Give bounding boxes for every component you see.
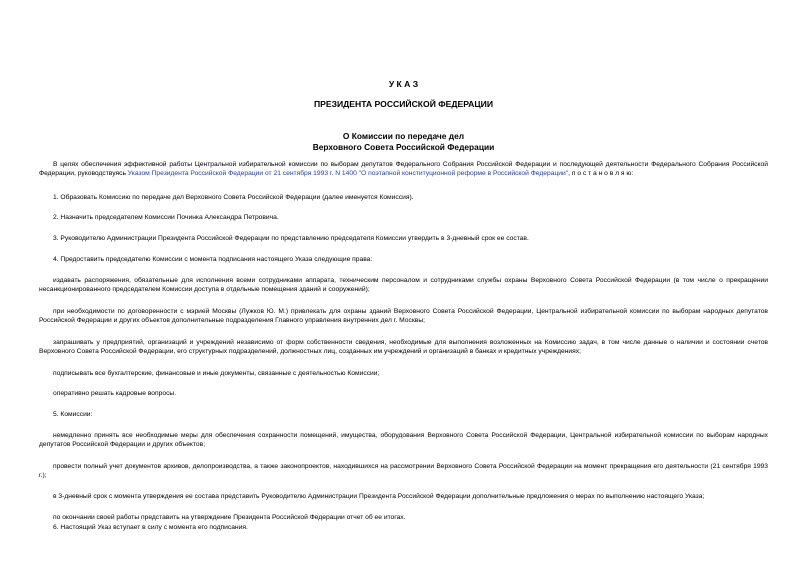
item-5-task-report: по окончании своей работы представить на утверждение Президента Российской Федерации отчет об ее итогах. — [53, 514, 406, 521]
document-subject-line1: О Комиссии по передаче дел — [342, 131, 465, 141]
item-4-right-signing: подписывать все бухгалтерские, финансовые и иные документы, связанные с деятельностью Комиссии; — [53, 370, 380, 377]
document-type-title: У К А З — [388, 79, 419, 89]
decree-1400-link[interactable]: Указом Президента Российской Федерации от 21 сентября 1993 г. N 1400 "О поэтапной конституционной реформе в Российской Федерации" — [127, 170, 569, 178]
document-issuer: ПРЕЗИДЕНТА РОССИЙСКОЙ ФЕДЕРАЦИИ — [313, 99, 494, 109]
item-4-right-personnel: оперативно решать кадровые вопросы. — [53, 390, 177, 397]
preamble-paragraph — [39, 160, 768, 178]
item-6: 6. Настоящий Указ вступает в силу с момента его подписания. — [53, 524, 248, 531]
item-3: 3. Руководителю Администрации Президента Российской Федерации по представлению председателя Комиссии утвердить в 3-дневный срок ее состав. — [53, 235, 529, 242]
item-5-task-proposals: в 3-дневный срок с момента утверждения ее состава представить Руководителю Администрации Президента Российской Федерации дополнительные предложения о мерах по выполнению настоящего Указа; — [53, 493, 705, 500]
item-1: 1. Образовать Комиссию по передаче дел Верховного Совета Российской Федерации (далее именуется Комиссия). — [53, 194, 414, 201]
item-5-task-archives: провести полный учет документов архивов, делопроизводства, а также законопроектов, находившихся на рассмотрении Верховного Совета Российской Федерации на момент прекращения его деятельности (21 сентября 1993 г.); — [39, 463, 768, 480]
item-4-right-orders: издавать распоряжения, обязательные для исполнения всеми сотрудниками аппарата, техническим персоналом и сотрудниками службы охраны Верховного Совета Российской Федерации (в том числе о прекращении несанкционированного председателем Комиссии доступа в отдельные помещения зданий и сооружений); — [39, 277, 768, 294]
preamble-text: В целях обеспечения эффективной работы Центральной избирательной комиссии по выборам депутатов Федерального Собрания Российской Федерации и последующей деятельности Федерального Собрания Российской Федерации, руководствуясь — [39, 161, 768, 178]
item-5-task-safety: немедленно принять все необходимые меры для обеспечения сохранности помещений, имущества, оборудования Верховного Совета Российской Федерации, Центральной избирательной комиссии по выборам народных депутатов Российской Федерации и других объектов; — [39, 432, 768, 449]
item-4-right-requests: запрашивать у предприятий, организаций и учреждений независимо от форм собственности сведения, необходимые для выполнения возложенных на Комиссию задач, в том числе данные о наличии и состоянии счетов Верховного Совета Российской Федерации, его структурных подразделений, должностных лиц, созданных им учреждений и организаций в банках и кредитных учреждениях; — [39, 339, 768, 356]
document-subject-line2: Верховного Совета Российской Федерации — [312, 142, 495, 152]
preamble-resolution: , п о с т а н о в л я ю: — [568, 170, 634, 178]
item-4-right-security: при необходимости по договоренности с мэрией Москвы (Лужков Ю. М.) привлекать для охраны зданий Верховного Совета Российской Федерации, Центральной избирательной комиссии по выборам народных депутатов Российской Федерации и других объектов дополнительные подразделения Главного управления внутренних дел г. Москвы; — [39, 308, 768, 325]
item-4: 4. Предоставить председателю Комиссии с момента подписания настоящего Указа следующие права: — [53, 256, 373, 263]
item-2: 2. Назначить председателем Комиссии Починка Александра Петровича. — [53, 214, 279, 221]
item-5: 5. Комиссии: — [53, 411, 93, 418]
